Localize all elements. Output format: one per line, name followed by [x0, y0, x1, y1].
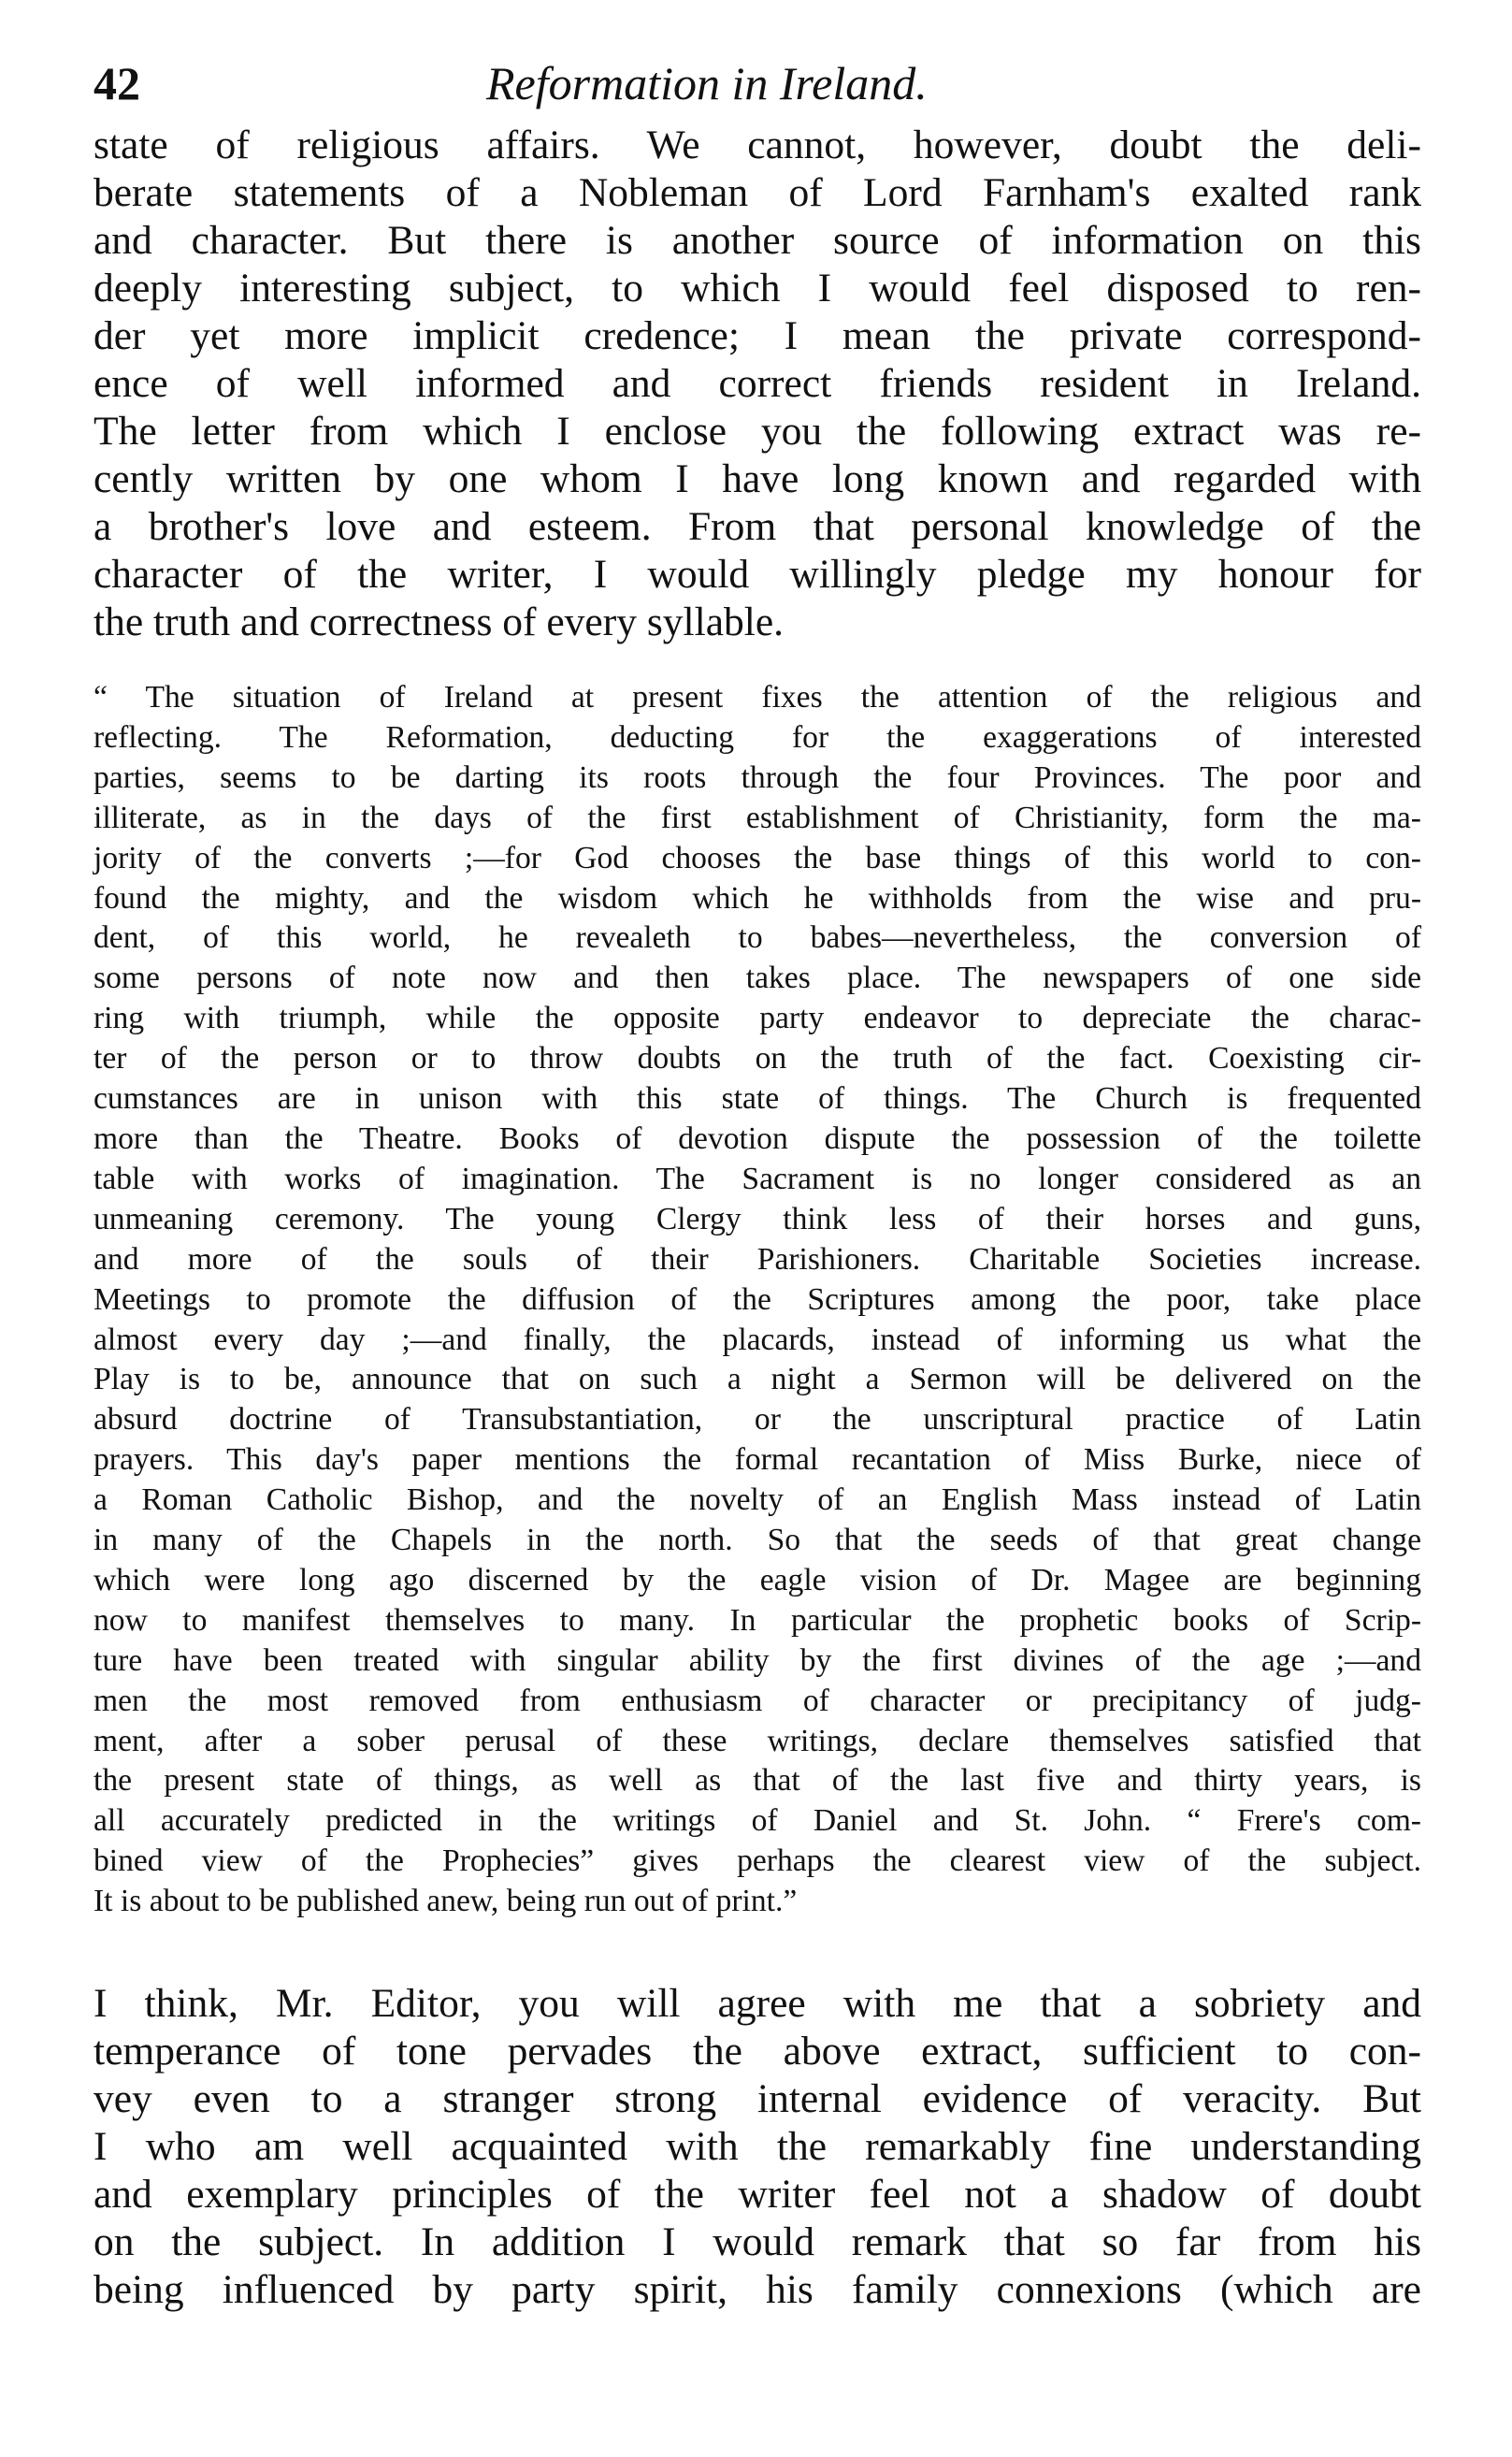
- quote-line: ture have been treated with singular ability by the first divines of the age ;—and: [94, 1642, 1421, 1678]
- quote-line: almost every day ;—and finally, the placards, instead of informing us what the: [94, 1322, 1421, 1357]
- text-line: a brother's love and esteem. From that personal knowledge of the: [94, 504, 1421, 549]
- page-header: [94, 56, 1421, 122]
- quote-line: all accurately predicted in the writings of Daniel and St. John. “ Frere's com-: [94, 1803, 1421, 1839]
- text-line: being influenced by party spirit, his family connexions (which are: [94, 2267, 1421, 2313]
- quote-line: and more of the souls of their Parishioners. Charitable Societies increase.: [94, 1241, 1421, 1277]
- text-line: der yet more implicit credence; I mean the private correspond-: [94, 313, 1421, 358]
- text-line: ence of well informed and correct friends resident in Ireland.: [94, 361, 1421, 406]
- text-line: berate statements of a Nobleman of Lord Farnham's exalted rank: [94, 170, 1421, 215]
- quote-line: prayers. This day's paper mentions the formal recantation of Miss Burke, niece of: [94, 1442, 1421, 1478]
- quote-line: Play is to be, announce that on such a night a Sermon will be delivered on the: [94, 1362, 1421, 1397]
- quote-line: a Roman Catholic Bishop, and the novelty of an English Mass instead of Latin: [94, 1482, 1421, 1518]
- quote-line: men the most removed from enthusiasm of character or precipitancy of judg-: [94, 1683, 1421, 1718]
- quoted-letter-extract: [94, 678, 1421, 1922]
- quote-line: ter of the person or to throw doubts on the truth of the fact. Coexisting cir-: [94, 1041, 1421, 1077]
- quote-line: jority of the converts ;—for God chooses the base things of this world to con-: [94, 840, 1421, 875]
- text-line: on the subject. In addition I would remark that so far from his: [94, 2219, 1421, 2265]
- text-line: The letter from which I enclose you the following extract was re-: [94, 409, 1421, 454]
- quote-line: cumstances are in unison with this state of things. The Church is frequented: [94, 1081, 1421, 1117]
- quote-line: illiterate, as in the days of the first establishment of Christianity, form the ma-: [94, 800, 1421, 835]
- quote-line: which were long ago discerned by the eagle vision of Dr. Magee are beginning: [94, 1562, 1421, 1597]
- quote-line: reflecting. The Reformation, deducting for the exaggerations of interested: [94, 719, 1421, 755]
- text-line: cently written by one whom I have long known and regarded with: [94, 456, 1421, 501]
- text-line: deeply interesting subject, to which I would feel disposed to ren-: [94, 266, 1421, 311]
- quote-line: more than the Theatre. Books of devotion dispute the possession of the toilette: [94, 1120, 1421, 1156]
- quote-line: now to manifest themselves to many. In particular the prophetic books of Scrip-: [94, 1602, 1421, 1638]
- text-line: the truth and correctness of every syllable.: [94, 600, 785, 644]
- quote-line: Meetings to promote the diffusion of the Scriptures among the poor, take place: [94, 1281, 1421, 1317]
- quote-line: found the mighty, and the wisdom which he withholds from the wise and pru-: [94, 880, 1421, 916]
- quote-line: the present state of things, as well as that of the last five and thirty years, is: [94, 1763, 1421, 1799]
- paragraph-1: [94, 122, 1421, 646]
- document-page: [94, 56, 1421, 2314]
- text-line: vey even to a stranger strong internal evidence of veracity. But: [94, 2076, 1421, 2122]
- quote-line: “ The situation of Ireland at present fixes the attention of the religious and: [94, 680, 1421, 715]
- running-title: Reformation in Ireland.: [486, 57, 928, 109]
- quote-line: table with works of imagination. The Sacrament is no longer considered as an: [94, 1161, 1421, 1196]
- text-line: I who am well acquainted with the remarkably fine understanding: [94, 2124, 1421, 2170]
- quote-line: bined view of the Prophecies” gives perhaps the clearest view of the subject.: [94, 1843, 1421, 1879]
- quote-line: dent, of this world, he revealeth to babes—nevertheless, the conversion of: [94, 920, 1421, 956]
- text-line: state of religious affairs. We cannot, however, doubt the deli-: [94, 123, 1421, 167]
- quote-line: parties, seems to be darting its roots through the four Provinces. The poor and: [94, 759, 1421, 795]
- page-number: 42: [94, 57, 140, 109]
- text-line: character of the writer, I would willingly pledge my honour for: [94, 552, 1421, 597]
- quote-line: some persons of note now and then takes place. The newspapers of one side: [94, 961, 1421, 996]
- quote-line: in many of the Chapels in the north. So that the seeds of that great change: [94, 1523, 1421, 1558]
- text-line: temperance of tone pervades the above extract, sufficient to con-: [94, 2029, 1421, 2074]
- quote-line: ring with triumph, while the opposite party endeavor to depreciate the charac-: [94, 1001, 1421, 1036]
- quote-line: absurd doctrine of Transubstantiation, or the unscriptural practice of Latin: [94, 1402, 1421, 1438]
- text-line: and exemplary principles of the writer feel not a shadow of doubt: [94, 2172, 1421, 2218]
- quote-line: unmeaning ceremony. The young Clergy think less of their horses and guns,: [94, 1201, 1421, 1236]
- text-line: I think, Mr. Editor, you will agree with me that a sobriety and: [94, 1981, 1421, 2027]
- paragraph-2: [94, 1980, 1421, 2314]
- quote-line: ment, after a sober perusal of these writings, declare themselves satisfied that: [94, 1723, 1421, 1758]
- quote-line: It is about to be published anew, being run out of print.”: [94, 1884, 798, 1919]
- text-line: and character. But there is another source of information on this: [94, 218, 1421, 263]
